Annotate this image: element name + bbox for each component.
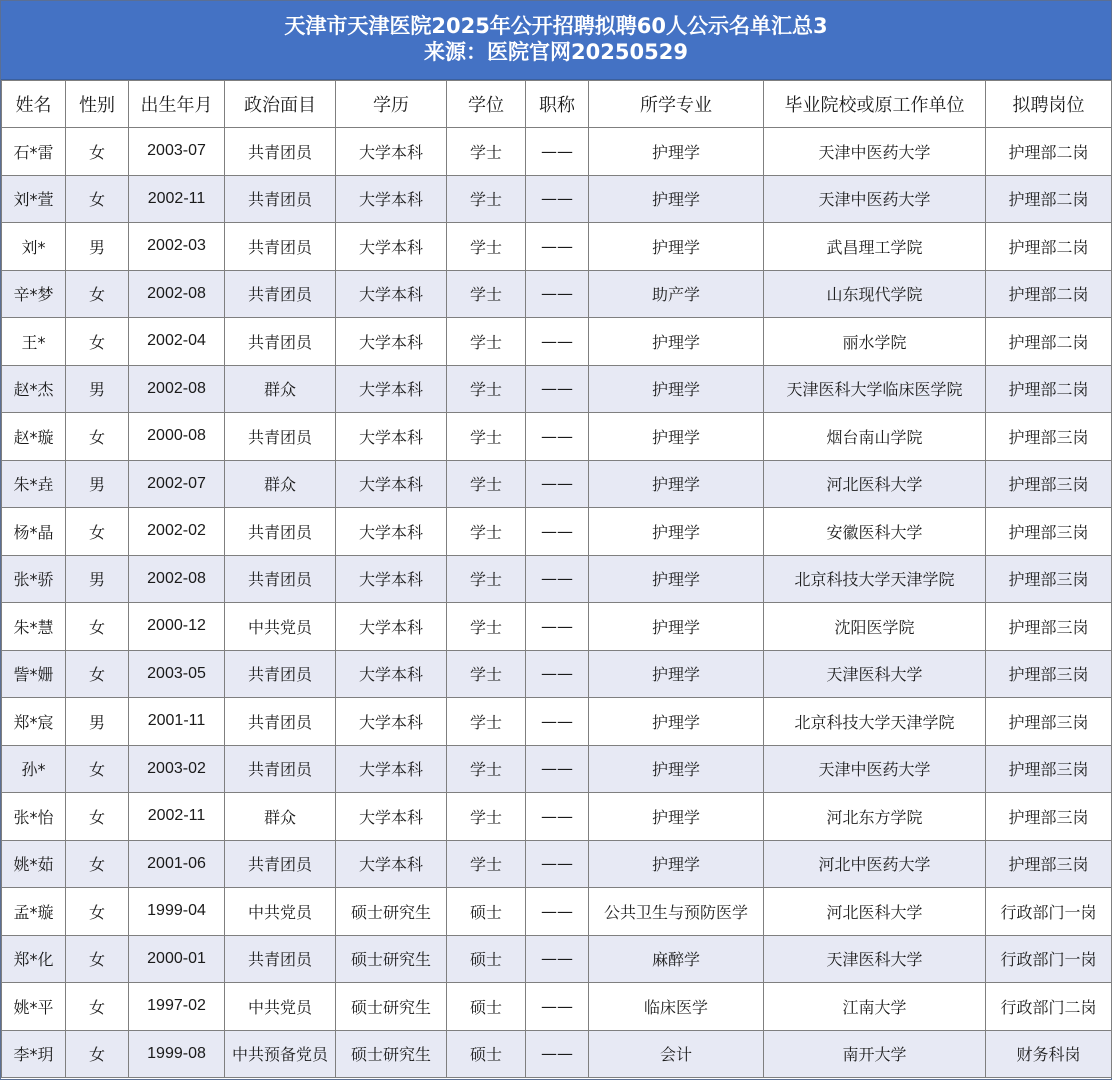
political-status-cell: 群众 xyxy=(225,460,336,508)
position-cell: 护理部二岗 xyxy=(986,365,1112,413)
table-row xyxy=(2,365,1112,413)
major-cell: 护理学 xyxy=(589,840,764,888)
degree-cell: 学士 xyxy=(447,175,526,223)
table-row xyxy=(2,603,1112,651)
gender-cell: 女 xyxy=(66,888,129,936)
name-cell: 孟*璇 xyxy=(2,888,66,936)
name-cell: 姚*茹 xyxy=(2,840,66,888)
gender-cell: 女 xyxy=(66,935,129,983)
column-header-school: 毕业院校或原工作单位 xyxy=(764,81,986,128)
major-cell: 护理学 xyxy=(589,223,764,271)
table-row xyxy=(2,793,1112,841)
major-cell: 护理学 xyxy=(589,555,764,603)
political-status-cell: 共青团员 xyxy=(225,935,336,983)
education-cell: 大学本科 xyxy=(336,223,447,271)
gender-cell: 女 xyxy=(66,650,129,698)
gender-cell: 女 xyxy=(66,128,129,176)
candidate-table xyxy=(1,80,1112,1078)
source-line: 来源：医院官网20250529 xyxy=(424,40,688,64)
degree-cell: 学士 xyxy=(447,698,526,746)
degree-cell: 学士 xyxy=(447,318,526,366)
political-status-cell: 中共党员 xyxy=(225,983,336,1031)
political-status-cell: 中共党员 xyxy=(225,888,336,936)
name-cell: 姚*平 xyxy=(2,983,66,1031)
political-status-cell: 共青团员 xyxy=(225,175,336,223)
major-cell: 护理学 xyxy=(589,508,764,556)
professional-title-cell: —— xyxy=(526,460,589,508)
position-cell: 护理部三岗 xyxy=(986,650,1112,698)
birth-date-cell: 2002-08 xyxy=(129,555,225,603)
birth-date-cell: 2001-06 xyxy=(129,840,225,888)
professional-title-cell: —— xyxy=(526,603,589,651)
education-cell: 大学本科 xyxy=(336,318,447,366)
birth-date-cell: 2001-11 xyxy=(129,698,225,746)
education-cell: 大学本科 xyxy=(336,650,447,698)
birth-date-cell: 2002-08 xyxy=(129,365,225,413)
gender-cell: 女 xyxy=(66,1030,129,1078)
degree-cell: 学士 xyxy=(447,603,526,651)
name-cell: 张*骄 xyxy=(2,555,66,603)
position-cell: 护理部二岗 xyxy=(986,223,1112,271)
school-cell: 安徽医科大学 xyxy=(764,508,986,556)
position-cell: 护理部三岗 xyxy=(986,793,1112,841)
degree-cell: 硕士 xyxy=(447,935,526,983)
table-row xyxy=(2,175,1112,223)
degree-cell: 学士 xyxy=(447,508,526,556)
birth-date-cell: 2000-08 xyxy=(129,413,225,461)
education-cell: 硕士研究生 xyxy=(336,935,447,983)
table-row xyxy=(2,650,1112,698)
education-cell: 大学本科 xyxy=(336,698,447,746)
education-cell: 大学本科 xyxy=(336,460,447,508)
school-cell: 河北医科大学 xyxy=(764,888,986,936)
gender-cell: 男 xyxy=(66,698,129,746)
name-cell: 石*雷 xyxy=(2,128,66,176)
major-cell: 护理学 xyxy=(589,745,764,793)
major-cell: 护理学 xyxy=(589,603,764,651)
page-title: 天津市天津医院2025年公开招聘拟聘60人公示名单汇总3 xyxy=(284,14,828,38)
name-cell: 王* xyxy=(2,318,66,366)
position-cell: 财务科岗 xyxy=(986,1030,1112,1078)
education-cell: 大学本科 xyxy=(336,555,447,603)
table-row xyxy=(2,413,1112,461)
political-status-cell: 中共预备党员 xyxy=(225,1030,336,1078)
table-row xyxy=(2,508,1112,556)
major-cell: 护理学 xyxy=(589,128,764,176)
political-status-cell: 共青团员 xyxy=(225,555,336,603)
professional-title-cell: —— xyxy=(526,270,589,318)
professional-title-cell: —— xyxy=(526,745,589,793)
degree-cell: 学士 xyxy=(447,460,526,508)
political-status-cell: 群众 xyxy=(225,793,336,841)
education-cell: 大学本科 xyxy=(336,128,447,176)
degree-cell: 学士 xyxy=(447,840,526,888)
name-cell: 赵*璇 xyxy=(2,413,66,461)
degree-cell: 硕士 xyxy=(447,1030,526,1078)
school-cell: 江南大学 xyxy=(764,983,986,1031)
column-header-position: 拟聘岗位 xyxy=(986,81,1112,128)
gender-cell: 男 xyxy=(66,460,129,508)
birth-date-cell: 1997-02 xyxy=(129,983,225,1031)
position-cell: 护理部三岗 xyxy=(986,413,1112,461)
table-row xyxy=(2,935,1112,983)
education-cell: 硕士研究生 xyxy=(336,983,447,1031)
political-status-cell: 共青团员 xyxy=(225,508,336,556)
professional-title-cell: —— xyxy=(526,413,589,461)
school-cell: 天津医科大学 xyxy=(764,935,986,983)
education-cell: 大学本科 xyxy=(336,413,447,461)
professional-title-cell: —— xyxy=(526,365,589,413)
birth-date-cell: 2003-02 xyxy=(129,745,225,793)
column-header-major: 所学专业 xyxy=(589,81,764,128)
major-cell: 护理学 xyxy=(589,413,764,461)
school-cell: 河北医科大学 xyxy=(764,460,986,508)
degree-cell: 学士 xyxy=(447,128,526,176)
table-row xyxy=(2,318,1112,366)
birth-date-cell: 2002-11 xyxy=(129,793,225,841)
political-status-cell: 中共党员 xyxy=(225,603,336,651)
column-header-gender: 性别 xyxy=(66,81,129,128)
birth-date-cell: 2002-11 xyxy=(129,175,225,223)
degree-cell: 学士 xyxy=(447,413,526,461)
table-header-row xyxy=(2,81,1112,128)
major-cell: 护理学 xyxy=(589,460,764,508)
column-header-name: 姓名 xyxy=(2,81,66,128)
degree-cell: 学士 xyxy=(447,555,526,603)
position-cell: 护理部二岗 xyxy=(986,175,1112,223)
major-cell: 护理学 xyxy=(589,698,764,746)
professional-title-cell: —— xyxy=(526,555,589,603)
birth-date-cell: 2003-05 xyxy=(129,650,225,698)
school-cell: 山东现代学院 xyxy=(764,270,986,318)
professional-title-cell: —— xyxy=(526,793,589,841)
gender-cell: 女 xyxy=(66,840,129,888)
political-status-cell: 共青团员 xyxy=(225,270,336,318)
major-cell: 护理学 xyxy=(589,318,764,366)
school-cell: 天津医科大学 xyxy=(764,650,986,698)
professional-title-cell: —— xyxy=(526,888,589,936)
education-cell: 大学本科 xyxy=(336,270,447,318)
birth-date-cell: 2000-01 xyxy=(129,935,225,983)
column-header-birth: 出生年月 xyxy=(129,81,225,128)
table-row xyxy=(2,840,1112,888)
birth-date-cell: 1999-08 xyxy=(129,1030,225,1078)
table-row xyxy=(2,223,1112,271)
education-cell: 大学本科 xyxy=(336,603,447,651)
degree-cell: 学士 xyxy=(447,223,526,271)
column-header-political: 政治面目 xyxy=(225,81,336,128)
position-cell: 护理部三岗 xyxy=(986,745,1112,793)
school-cell: 河北中医药大学 xyxy=(764,840,986,888)
political-status-cell: 共青团员 xyxy=(225,223,336,271)
gender-cell: 女 xyxy=(66,745,129,793)
gender-cell: 男 xyxy=(66,365,129,413)
degree-cell: 硕士 xyxy=(447,888,526,936)
major-cell: 护理学 xyxy=(589,650,764,698)
professional-title-cell: —— xyxy=(526,223,589,271)
professional-title-cell: —— xyxy=(526,175,589,223)
education-cell: 硕士研究生 xyxy=(336,888,447,936)
position-cell: 行政部门一岗 xyxy=(986,888,1112,936)
name-cell: 朱*慧 xyxy=(2,603,66,651)
name-cell: 朱*垚 xyxy=(2,460,66,508)
school-cell: 烟台南山学院 xyxy=(764,413,986,461)
name-cell: 訾*姗 xyxy=(2,650,66,698)
gender-cell: 女 xyxy=(66,318,129,366)
position-cell: 行政部门一岗 xyxy=(986,935,1112,983)
professional-title-cell: —— xyxy=(526,318,589,366)
name-cell: 李*玥 xyxy=(2,1030,66,1078)
school-cell: 天津医科大学临床医学院 xyxy=(764,365,986,413)
education-cell: 大学本科 xyxy=(336,840,447,888)
school-cell: 沈阳医学院 xyxy=(764,603,986,651)
education-cell: 大学本科 xyxy=(336,508,447,556)
name-cell: 孙* xyxy=(2,745,66,793)
name-cell: 刘* xyxy=(2,223,66,271)
position-cell: 护理部二岗 xyxy=(986,318,1112,366)
political-status-cell: 共青团员 xyxy=(225,128,336,176)
degree-cell: 学士 xyxy=(447,365,526,413)
birth-date-cell: 2002-07 xyxy=(129,460,225,508)
political-status-cell: 共青团员 xyxy=(225,650,336,698)
table-row xyxy=(2,128,1112,176)
major-cell: 临床医学 xyxy=(589,983,764,1031)
position-cell: 护理部三岗 xyxy=(986,508,1112,556)
birth-date-cell: 2000-12 xyxy=(129,603,225,651)
education-cell: 大学本科 xyxy=(336,745,447,793)
professional-title-cell: —— xyxy=(526,840,589,888)
professional-title-cell: —— xyxy=(526,508,589,556)
political-status-cell: 共青团员 xyxy=(225,318,336,366)
column-header-title: 职称 xyxy=(526,81,589,128)
school-cell: 北京科技大学天津学院 xyxy=(764,555,986,603)
degree-cell: 硕士 xyxy=(447,983,526,1031)
gender-cell: 男 xyxy=(66,555,129,603)
major-cell: 护理学 xyxy=(589,365,764,413)
major-cell: 护理学 xyxy=(589,793,764,841)
birth-date-cell: 1999-04 xyxy=(129,888,225,936)
table-row xyxy=(2,983,1112,1031)
name-cell: 郑*化 xyxy=(2,935,66,983)
table-row xyxy=(2,270,1112,318)
birth-date-cell: 2002-08 xyxy=(129,270,225,318)
birth-date-cell: 2002-02 xyxy=(129,508,225,556)
gender-cell: 女 xyxy=(66,270,129,318)
table-row xyxy=(2,460,1112,508)
education-cell: 硕士研究生 xyxy=(336,1030,447,1078)
major-cell: 护理学 xyxy=(589,175,764,223)
position-cell: 行政部门二岗 xyxy=(986,983,1112,1031)
name-cell: 张*怡 xyxy=(2,793,66,841)
major-cell: 公共卫生与预防医学 xyxy=(589,888,764,936)
professional-title-cell: —— xyxy=(526,650,589,698)
birth-date-cell: 2002-03 xyxy=(129,223,225,271)
professional-title-cell: —— xyxy=(526,698,589,746)
column-header-degree: 学位 xyxy=(447,81,526,128)
political-status-cell: 共青团员 xyxy=(225,840,336,888)
position-cell: 护理部二岗 xyxy=(986,128,1112,176)
table-row xyxy=(2,888,1112,936)
school-cell: 武昌理工学院 xyxy=(764,223,986,271)
professional-title-cell: —— xyxy=(526,983,589,1031)
gender-cell: 女 xyxy=(66,508,129,556)
professional-title-cell: —— xyxy=(526,1030,589,1078)
professional-title-cell: —— xyxy=(526,935,589,983)
position-cell: 护理部三岗 xyxy=(986,603,1112,651)
position-cell: 护理部二岗 xyxy=(986,270,1112,318)
table-row xyxy=(2,1030,1112,1078)
position-cell: 护理部三岗 xyxy=(986,698,1112,746)
school-cell: 南开大学 xyxy=(764,1030,986,1078)
table-row xyxy=(2,698,1112,746)
table-body xyxy=(2,128,1112,1078)
position-cell: 护理部三岗 xyxy=(986,555,1112,603)
table-row xyxy=(2,555,1112,603)
name-cell: 郑*宸 xyxy=(2,698,66,746)
professional-title-cell: —— xyxy=(526,128,589,176)
gender-cell: 女 xyxy=(66,793,129,841)
birth-date-cell: 2002-04 xyxy=(129,318,225,366)
name-cell: 杨*晶 xyxy=(2,508,66,556)
school-cell: 河北东方学院 xyxy=(764,793,986,841)
gender-cell: 女 xyxy=(66,603,129,651)
degree-cell: 学士 xyxy=(447,745,526,793)
major-cell: 会计 xyxy=(589,1030,764,1078)
major-cell: 助产学 xyxy=(589,270,764,318)
position-cell: 护理部三岗 xyxy=(986,840,1112,888)
political-status-cell: 共青团员 xyxy=(225,413,336,461)
gender-cell: 男 xyxy=(66,223,129,271)
name-cell: 辛*梦 xyxy=(2,270,66,318)
gender-cell: 女 xyxy=(66,175,129,223)
name-cell: 赵*杰 xyxy=(2,365,66,413)
school-cell: 天津中医药大学 xyxy=(764,175,986,223)
gender-cell: 女 xyxy=(66,413,129,461)
political-status-cell: 共青团员 xyxy=(225,698,336,746)
degree-cell: 学士 xyxy=(447,650,526,698)
school-cell: 丽水学院 xyxy=(764,318,986,366)
education-cell: 大学本科 xyxy=(336,365,447,413)
degree-cell: 学士 xyxy=(447,270,526,318)
education-cell: 大学本科 xyxy=(336,175,447,223)
name-cell: 刘*萱 xyxy=(2,175,66,223)
gender-cell: 女 xyxy=(66,983,129,1031)
title-banner xyxy=(1,1,1111,80)
school-cell: 天津中医药大学 xyxy=(764,745,986,793)
political-status-cell: 共青团员 xyxy=(225,745,336,793)
education-cell: 大学本科 xyxy=(336,793,447,841)
major-cell: 麻醉学 xyxy=(589,935,764,983)
table-row xyxy=(2,745,1112,793)
birth-date-cell: 2003-07 xyxy=(129,128,225,176)
degree-cell: 学士 xyxy=(447,793,526,841)
column-header-education: 学历 xyxy=(336,81,447,128)
position-cell: 护理部三岗 xyxy=(986,460,1112,508)
school-cell: 天津中医药大学 xyxy=(764,128,986,176)
political-status-cell: 群众 xyxy=(225,365,336,413)
school-cell: 北京科技大学天津学院 xyxy=(764,698,986,746)
